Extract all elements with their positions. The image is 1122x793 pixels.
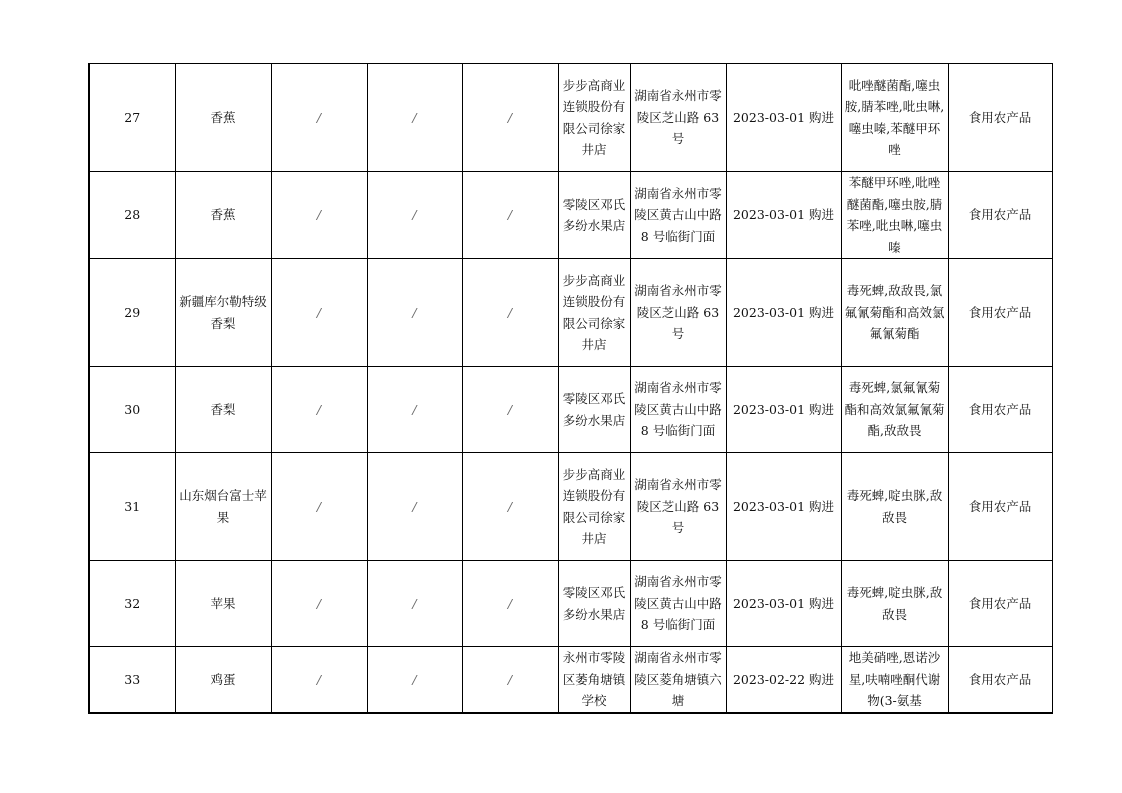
product-name: 香蕉 bbox=[175, 64, 271, 172]
row-number: 31 bbox=[89, 453, 175, 561]
empty-cell: / bbox=[367, 561, 462, 647]
purchase-date: 2023-02-22 购进 bbox=[726, 647, 841, 713]
empty-cell: / bbox=[462, 453, 558, 561]
product-category: 食用农产品 bbox=[948, 453, 1052, 561]
table-row bbox=[89, 453, 1052, 561]
test-items: 毒死蜱,啶虫脒,敌敌畏 bbox=[841, 561, 948, 647]
product-category: 食用农产品 bbox=[948, 647, 1052, 713]
product-name: 苹果 bbox=[175, 561, 271, 647]
inspection-table bbox=[88, 63, 1053, 714]
product-category: 食用农产品 bbox=[948, 64, 1052, 172]
seller-address: 湖南省永州市零陵区黄古山中路 8 号临街门面 bbox=[630, 172, 726, 259]
product-name: 山东烟台富士苹果 bbox=[175, 453, 271, 561]
row-number: 28 bbox=[89, 172, 175, 259]
purchase-date: 2023-03-01 购进 bbox=[726, 453, 841, 561]
empty-cell: / bbox=[367, 367, 462, 453]
row-number: 27 bbox=[89, 64, 175, 172]
empty-cell: / bbox=[271, 172, 367, 259]
purchase-date: 2023-03-01 购进 bbox=[726, 367, 841, 453]
seller-name: 零陵区邓氏多纷水果店 bbox=[558, 172, 630, 259]
table-row bbox=[89, 64, 1052, 172]
test-items: 毒死蜱,敌敌畏,氯氟氰菊酯和高效氯氟氰菊酯 bbox=[841, 259, 948, 367]
empty-cell: / bbox=[462, 172, 558, 259]
product-name: 鸡蛋 bbox=[175, 647, 271, 713]
empty-cell: / bbox=[271, 259, 367, 367]
empty-cell: / bbox=[271, 64, 367, 172]
empty-cell: / bbox=[462, 259, 558, 367]
empty-cell: / bbox=[462, 367, 558, 453]
empty-cell: / bbox=[271, 561, 367, 647]
empty-cell: / bbox=[367, 64, 462, 172]
purchase-date: 2023-03-01 购进 bbox=[726, 561, 841, 647]
seller-name: 步步高商业连锁股份有限公司徐家井店 bbox=[558, 259, 630, 367]
seller-address: 湖南省永州市零陵区黄古山中路 8 号临街门面 bbox=[630, 367, 726, 453]
table-row bbox=[89, 561, 1052, 647]
empty-cell: / bbox=[462, 64, 558, 172]
product-category: 食用农产品 bbox=[948, 259, 1052, 367]
seller-address: 湖南省永州市零陵区芝山路 63 号 bbox=[630, 259, 726, 367]
product-name: 香蕉 bbox=[175, 172, 271, 259]
test-items: 毒死蜱,氯氟氰菊酯和高效氯氟氰菊酯,敌敌畏 bbox=[841, 367, 948, 453]
seller-name: 步步高商业连锁股份有限公司徐家井店 bbox=[558, 453, 630, 561]
test-items: 毒死蜱,啶虫脒,敌敌畏 bbox=[841, 453, 948, 561]
empty-cell: / bbox=[462, 561, 558, 647]
test-items: 地美硝唑,恩诺沙星,呋喃唑酮代谢物(3-氨基 bbox=[841, 647, 948, 713]
purchase-date: 2023-03-01 购进 bbox=[726, 259, 841, 367]
table-row bbox=[89, 172, 1052, 259]
product-category: 食用农产品 bbox=[948, 561, 1052, 647]
product-name: 新疆库尔勒特级香梨 bbox=[175, 259, 271, 367]
purchase-date: 2023-03-01 购进 bbox=[726, 64, 841, 172]
table-row bbox=[89, 647, 1052, 713]
seller-name: 零陵区邓氏多纷水果店 bbox=[558, 561, 630, 647]
empty-cell: / bbox=[271, 367, 367, 453]
empty-cell: / bbox=[462, 647, 558, 713]
test-items: 吡唑醚菌酯,噻虫胺,腈苯唑,吡虫啉,噻虫嗪,苯醚甲环唑 bbox=[841, 64, 948, 172]
empty-cell: / bbox=[367, 453, 462, 561]
product-category: 食用农产品 bbox=[948, 367, 1052, 453]
table-row bbox=[89, 259, 1052, 367]
row-number: 30 bbox=[89, 367, 175, 453]
empty-cell: / bbox=[271, 453, 367, 561]
seller-address: 湖南省永州市零陵区芝山路 63 号 bbox=[630, 453, 726, 561]
seller-name: 步步高商业连锁股份有限公司徐家井店 bbox=[558, 64, 630, 172]
seller-address: 湖南省永州市零陵区黄古山中路 8 号临街门面 bbox=[630, 561, 726, 647]
row-number: 33 bbox=[89, 647, 175, 713]
table-row bbox=[89, 367, 1052, 453]
seller-name: 零陵区邓氏多纷水果店 bbox=[558, 367, 630, 453]
seller-address: 湖南省永州市零陵区菱角塘镇六塘 bbox=[630, 647, 726, 713]
seller-name: 永州市零陵区萎角塘镇学校 bbox=[558, 647, 630, 713]
empty-cell: / bbox=[367, 647, 462, 713]
empty-cell: / bbox=[271, 647, 367, 713]
seller-address: 湖南省永州市零陵区芝山路 63 号 bbox=[630, 64, 726, 172]
row-number: 29 bbox=[89, 259, 175, 367]
product-name: 香梨 bbox=[175, 367, 271, 453]
test-items: 苯醚甲环唑,吡唑醚菌酯,噻虫胺,腈苯唑,吡虫啉,噻虫嗪 bbox=[841, 172, 948, 259]
purchase-date: 2023-03-01 购进 bbox=[726, 172, 841, 259]
row-number: 32 bbox=[89, 561, 175, 647]
empty-cell: / bbox=[367, 172, 462, 259]
empty-cell: / bbox=[367, 259, 462, 367]
product-category: 食用农产品 bbox=[948, 172, 1052, 259]
